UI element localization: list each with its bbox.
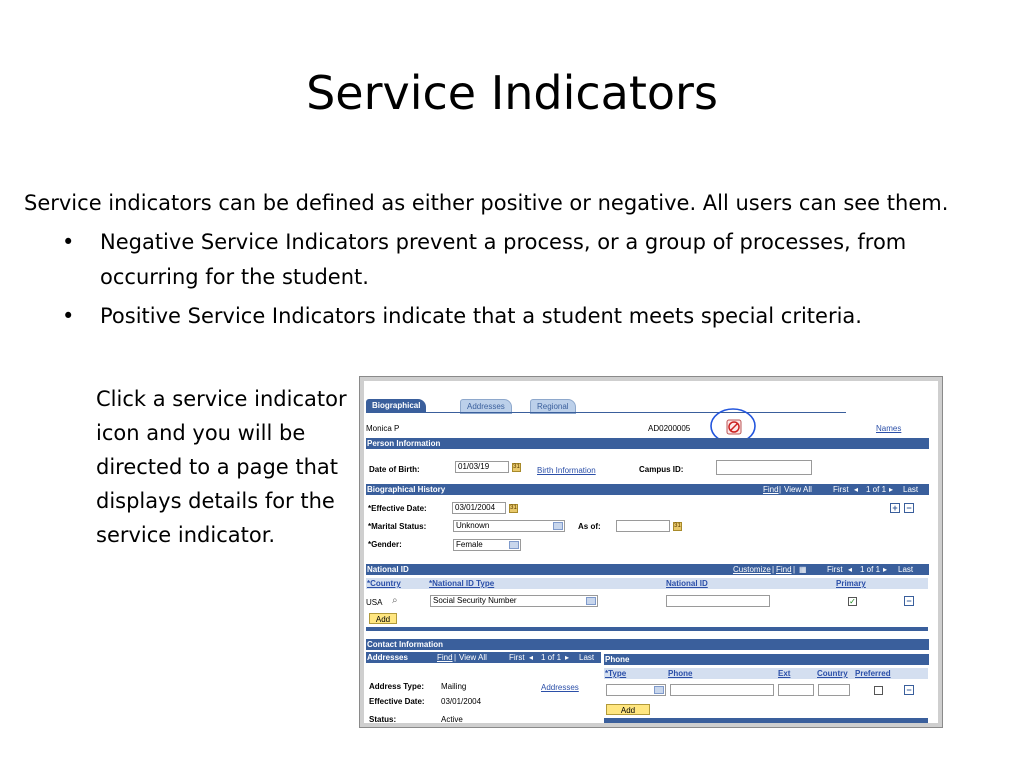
address-type-label: Address Type: xyxy=(369,682,424,691)
status-value: Active xyxy=(441,715,463,723)
bullet-icon: • xyxy=(62,230,75,254)
add-phone-button[interactable]: Add xyxy=(606,704,650,715)
chevron-down-icon[interactable] xyxy=(586,597,596,605)
dob-input[interactable]: 01/03/19 xyxy=(455,461,509,473)
next-arrow-icon[interactable]: ▸ xyxy=(565,653,570,662)
grid-icon[interactable]: ▦ xyxy=(799,565,807,574)
address-effective-date-value: 03/01/2004 xyxy=(441,697,482,706)
section-title: Phone xyxy=(605,655,630,664)
effective-date-label: *Effective Date: xyxy=(368,504,427,513)
ext-input[interactable] xyxy=(778,684,814,696)
intro-paragraph xyxy=(24,186,962,221)
gender-label: *Gender: xyxy=(368,540,402,549)
column-header[interactable]: *National ID Type xyxy=(429,579,495,588)
delete-row-icon[interactable]: − xyxy=(904,596,914,606)
campus-id-input[interactable] xyxy=(716,460,812,475)
prev-arrow-icon[interactable]: ◂ xyxy=(854,485,859,494)
marital-status-select[interactable] xyxy=(453,520,565,532)
column-header[interactable]: Phone xyxy=(668,669,693,678)
section-title: Addresses xyxy=(367,653,408,662)
delete-row-icon[interactable]: − xyxy=(904,503,914,513)
find-link[interactable]: Find xyxy=(776,565,792,574)
national-id-header: National ID Customize | Find | ▦ First ◂ 1 of 1 ▸ Last xyxy=(366,564,929,575)
section-title: Biographical History xyxy=(367,485,446,494)
row-range: 1 of 1 xyxy=(866,485,887,494)
calendar-icon[interactable]: 31 xyxy=(513,464,520,470)
screenshot-page xyxy=(364,381,938,723)
national-id-input[interactable] xyxy=(666,595,770,607)
preferred-checkbox[interactable] xyxy=(874,686,883,695)
national-id-type-value: Social Security Number xyxy=(433,596,517,605)
chevron-down-icon[interactable] xyxy=(654,686,664,694)
primary-checkbox[interactable]: ✓ xyxy=(849,597,856,606)
gender-value: Female xyxy=(456,540,483,549)
chevron-down-icon[interactable] xyxy=(553,522,563,530)
row-range: 1 of 1 xyxy=(541,653,562,662)
next-arrow-icon[interactable]: ▸ xyxy=(889,485,894,494)
birth-information-link[interactable]: Birth Information xyxy=(537,466,596,475)
column-header[interactable]: Primary xyxy=(836,579,866,588)
phone-columns xyxy=(604,668,928,679)
address-type-value: Mailing xyxy=(441,682,467,691)
tab-biographical-details[interactable]: Biographical Details xyxy=(366,399,426,412)
tab-addresses[interactable]: Addresses xyxy=(460,399,512,414)
phone-header xyxy=(604,654,929,665)
status-label: Status: xyxy=(369,715,397,723)
search-icon[interactable]: ⌕ xyxy=(392,595,398,606)
person-id: AD0200005 xyxy=(648,424,691,433)
bullet-text: Negative Service Indicators prevent a process, or a group of processes, from occurring for the student. xyxy=(100,230,907,289)
dob-label: Date of Birth: xyxy=(369,465,420,474)
last-link[interactable]: Last xyxy=(579,653,595,662)
last-link[interactable]: Last xyxy=(903,485,919,494)
find-link[interactable]: Find xyxy=(763,485,779,494)
add-row-icon[interactable]: + xyxy=(890,503,900,513)
side-note: Click a service indicator icon and you will be directed to a page that displays details for the service indicator. xyxy=(96,387,347,547)
calendar-icon[interactable]: 31 xyxy=(510,505,517,511)
section-title: Person Information xyxy=(367,439,441,448)
view-all-link[interactable]: View All xyxy=(784,485,812,494)
country-input[interactable] xyxy=(818,684,850,696)
national-id-type-select[interactable] xyxy=(430,595,598,607)
bullet-text: Positive Service Indicators indicate that a student meets special criteria. xyxy=(100,304,862,328)
chevron-down-icon[interactable] xyxy=(509,541,519,549)
section-divider xyxy=(604,718,928,723)
phone-input[interactable] xyxy=(670,684,774,696)
next-arrow-icon[interactable]: ▸ xyxy=(883,565,888,574)
first-link[interactable]: First xyxy=(833,485,849,494)
bullet-item xyxy=(62,299,962,334)
biographical-history-header: Biographical History Find | View All First ◂ 1 of 1 ▸ Last xyxy=(366,484,929,495)
country-value[interactable]: USA xyxy=(366,598,383,607)
delete-row-icon[interactable]: − xyxy=(904,685,914,695)
bullet-icon: • xyxy=(62,304,75,328)
person-information-header xyxy=(366,438,929,449)
slide-body xyxy=(24,186,962,334)
address-effective-date-label: Effective Date: xyxy=(369,697,425,706)
add-national-id-button[interactable]: Add xyxy=(369,613,397,624)
national-id-columns xyxy=(366,578,928,589)
gender-select[interactable] xyxy=(453,539,521,551)
section-title: National ID xyxy=(367,565,409,574)
phone-type-select[interactable] xyxy=(606,684,666,696)
customize-link[interactable]: Customize xyxy=(733,565,771,574)
prev-arrow-icon[interactable]: ◂ xyxy=(529,653,534,662)
column-header[interactable]: *Type xyxy=(605,669,627,678)
row-range: 1 of 1 xyxy=(860,565,881,574)
marital-status-value: Unknown xyxy=(456,521,490,530)
marital-status-label: *Marital Status: xyxy=(368,522,427,531)
person-name: Monica P xyxy=(366,424,400,433)
addresses-link[interactable]: Addresses xyxy=(541,683,579,692)
column-header[interactable]: National ID xyxy=(666,579,708,588)
view-all-link[interactable]: View All xyxy=(459,653,487,662)
first-link[interactable]: First xyxy=(827,565,843,574)
prev-arrow-icon[interactable]: ◂ xyxy=(848,565,853,574)
names-link[interactable]: Names xyxy=(876,424,902,433)
addresses-header: Addresses Find | View All First ◂ 1 of 1 ▸ Last xyxy=(366,652,601,663)
effective-date-input[interactable]: 03/01/2004 xyxy=(452,502,506,514)
section-title: Contact Information xyxy=(367,640,443,649)
first-link[interactable]: First xyxy=(509,653,525,662)
as-of-input[interactable] xyxy=(616,520,670,532)
column-header[interactable]: Country xyxy=(817,669,848,678)
intro-text: Service indicators can be defined as either positive or negative. All users can see them. xyxy=(24,191,949,215)
bullet-item xyxy=(62,225,962,295)
tab-regional[interactable]: Regional xyxy=(530,399,576,414)
slide-title: Service Indicators xyxy=(306,66,718,120)
contact-information-header xyxy=(366,639,929,650)
section-divider xyxy=(366,627,928,631)
as-of-label: As of: xyxy=(578,522,601,531)
campus-id-label: Campus ID: xyxy=(639,465,684,474)
tab-underline xyxy=(366,412,846,413)
peoplesoft-screenshot xyxy=(359,376,943,728)
find-link[interactable]: Find xyxy=(437,653,453,662)
column-header[interactable]: Preferred xyxy=(855,669,891,678)
last-link[interactable]: Last xyxy=(898,565,914,574)
column-header[interactable]: Ext xyxy=(778,669,791,678)
calendar-icon[interactable]: 31 xyxy=(674,523,681,529)
column-header[interactable]: *Country xyxy=(367,579,401,588)
